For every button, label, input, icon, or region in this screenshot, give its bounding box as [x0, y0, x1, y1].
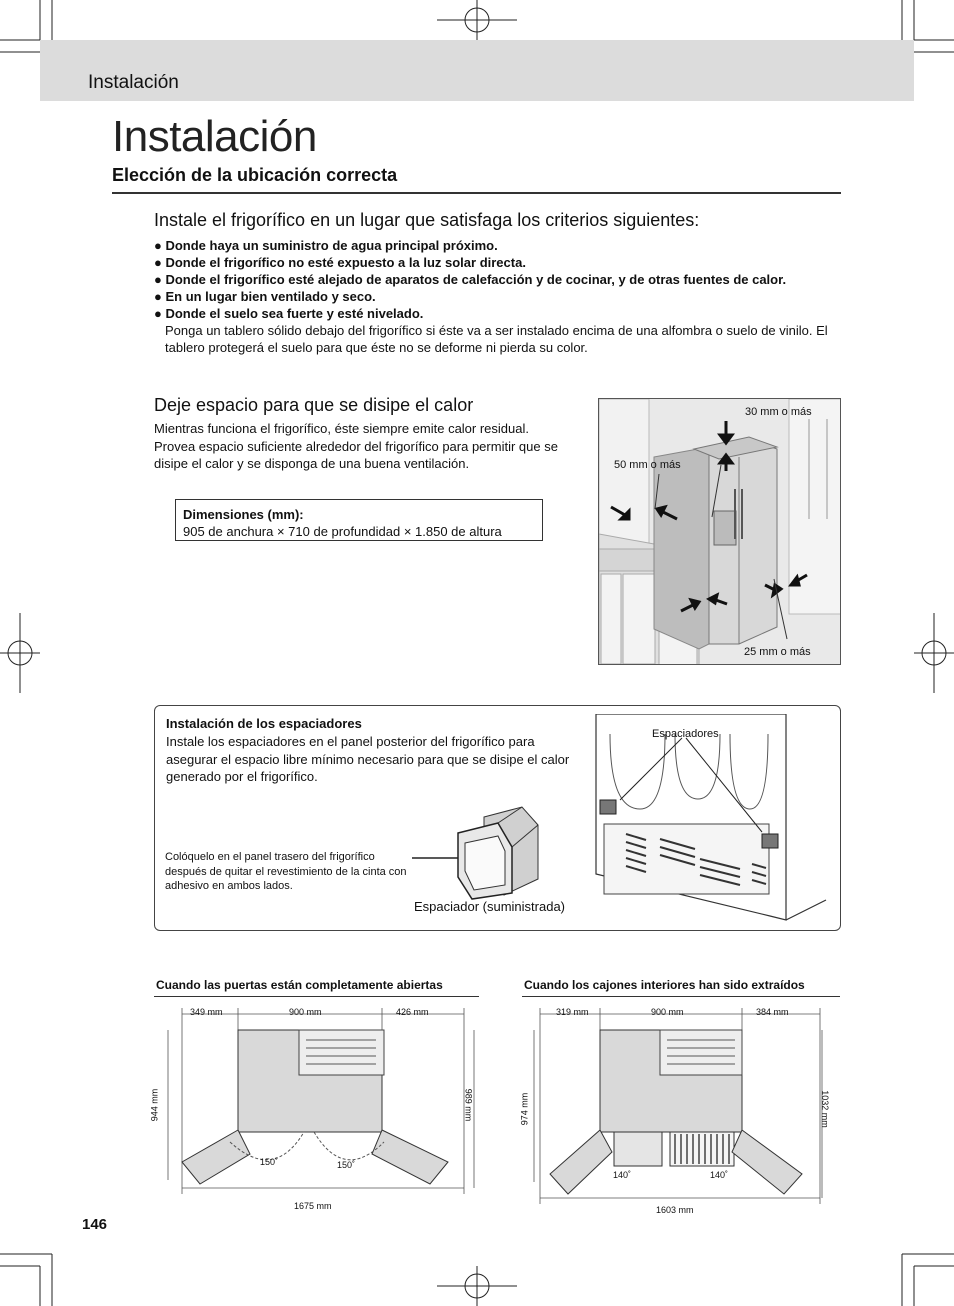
doors-diagram-title: Cuando las puertas están completamente abiertas: [156, 978, 443, 992]
criteria-list: [154, 237, 844, 356]
fridge-clearance-drawing: [599, 399, 841, 665]
heat-text-line: Provea espacio suficiente alrededor del frigorífico para permitir que se disipe el calor y se disponga de una buena ventilación.: [154, 438, 558, 471]
drawers-height-right: 1032 mm: [819, 1090, 830, 1128]
fridge-clearance-illustration: [598, 398, 841, 665]
section-title: Elección de la ubicación correcta: [112, 165, 398, 185]
criteria-item: ● Donde el frigorífico no esté expuesto a la luz solar directa.: [154, 255, 526, 270]
doors-angle-right: 150˚: [337, 1160, 356, 1170]
dimensions-label: Dimensiones (mm):: [183, 507, 304, 522]
doors-center-dim: 900 mm: [289, 1007, 322, 1017]
criteria-note: Ponga un tablero sólido debajo del frigorífico si éste va a ser instalado encima de una alfombra o suelo de vinilo. El tablero protegerá el suelo para que éste no se deforme ni pierda su color.: [165, 323, 828, 355]
criteria-item: ● En un lugar bien ventilado y seco.: [154, 289, 376, 304]
spacer-note: Colóquelo en el panel trasero del frigorífico después de quitar el revestimiento de la cinta con adhesivo en ambos lados.: [165, 851, 407, 892]
doors-height-right: 989 mm: [463, 1088, 474, 1122]
spacer-caption: Espaciador (suministrada): [414, 899, 566, 914]
page-number: 146: [82, 1216, 108, 1233]
drawers-angle-right: 140˚: [710, 1170, 729, 1180]
heat-title: Deje espacio para que se disipe el calor: [154, 395, 474, 415]
fridge-back-drawing: [590, 714, 840, 924]
spacer-part-drawing: [412, 805, 542, 900]
doors-angle-left: 150˚: [260, 1157, 279, 1167]
doors-diagram-rule: [154, 996, 479, 997]
drawers-right-dim: 384 mm: [756, 1007, 789, 1017]
page-title: Instalación: [112, 112, 317, 161]
drawers-open-diagram: [520, 1002, 840, 1217]
clearance-side-label: 50 mm o más: [614, 459, 681, 471]
doors-left-dim: 349 mm: [190, 1007, 223, 1017]
drawers-diagram-rule: [522, 996, 840, 997]
spacer-title: Instalación de los espaciadores: [166, 716, 362, 731]
section-divider: [112, 192, 841, 194]
doors-total-width: 1675 mm: [294, 1201, 332, 1211]
dimensions-box: [175, 499, 543, 541]
drawers-total-width: 1603 mm: [656, 1205, 694, 1215]
heat-text-line: Mientras funciona el frigorífico, éste siempre emite calor residual.: [154, 421, 529, 436]
doors-open-diagram: [154, 1002, 484, 1217]
drawers-left-dim: 319 mm: [556, 1007, 589, 1017]
drawers-center-dim: 900 mm: [651, 1007, 684, 1017]
criteria-item: ● Donde haya un suministro de agua principal próximo.: [154, 238, 498, 253]
spacer-text: Instale los espaciadores en el panel posterior del frigorífico para asegurar el espacio libre mínimo necesario para que se disipe el calor generado por el frigorífico.: [166, 734, 570, 784]
criteria-item: ● Donde el frigorífico esté alejado de aparatos de calefacción y de cocinar, y de otras fuentes de calor.: [154, 272, 787, 287]
spacers-label: Espaciadores: [652, 728, 719, 740]
clearance-bottom-label: 25 mm o más: [744, 646, 811, 658]
dimensions-value: 905 de anchura × 710 de profundidad × 1.850 de altura: [183, 524, 502, 539]
drawers-height-left: 974 mm: [519, 1092, 530, 1126]
header-section-label: Instalación: [88, 72, 179, 93]
criteria-title: Instale el frigorífico en un lugar que satisfaga los criterios siguientes:: [154, 210, 700, 230]
heat-text: [154, 420, 564, 473]
criteria-item: ● Donde el suelo sea fuerte y esté nivelado.: [154, 306, 424, 321]
doors-right-dim: 426 mm: [396, 1007, 429, 1017]
doors-height-left: 944 mm: [149, 1088, 160, 1122]
drawers-angle-left: 140˚: [613, 1170, 632, 1180]
clearance-top-label: 30 mm o más: [745, 406, 812, 418]
drawers-diagram-title: Cuando los cajones interiores han sido extraídos: [524, 978, 805, 992]
